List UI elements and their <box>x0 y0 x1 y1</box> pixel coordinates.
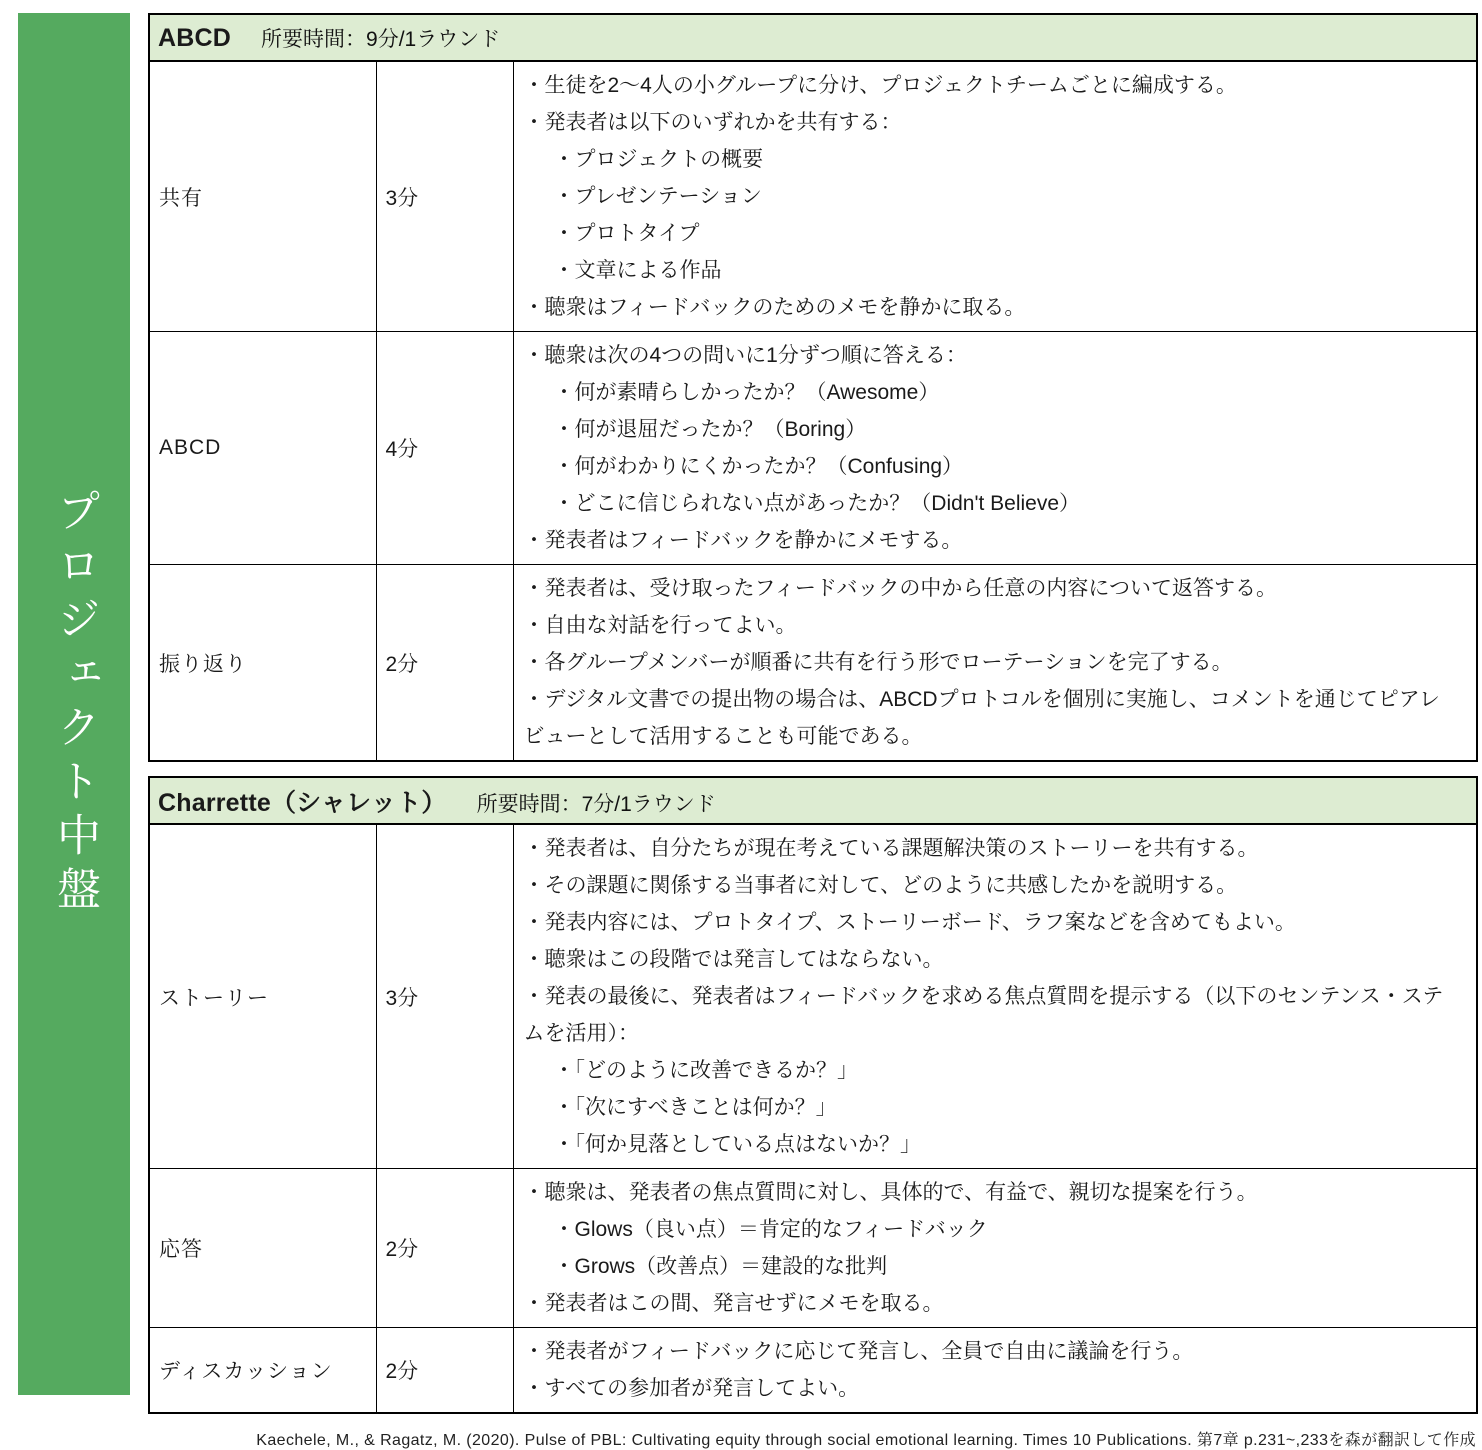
detail-line: ・プロジェクトの概要 <box>553 148 764 171</box>
table-row-share <box>149 61 1477 332</box>
detail-line: ・自由な対話を行ってよい。 <box>523 614 797 637</box>
detail-line: ・各グループメンバーが順番に共有を行う形でローテーションを完了する。 <box>523 651 1233 674</box>
detail-line: ・どこに信じられない点があったか？（Didn't Believe） <box>553 492 1081 515</box>
step-time: 2分 <box>376 1328 513 1414</box>
table-duration: 所要時間：9分/1ラウンド <box>261 27 501 51</box>
detail-line: ・何がわかりにくかったか？（Confusing） <box>553 455 964 478</box>
table-row-story <box>149 824 1477 1169</box>
table-title: Charrette（シャレット） <box>158 788 447 817</box>
detail-line: ・プロトタイプ <box>553 222 700 245</box>
step-time: 3分 <box>376 824 513 1169</box>
detail-line: ・デジタル文書での提出物の場合は、ABCDプロトコルを個別に実施し、コメントを通じてピアレビューとして活用することも可能である。 <box>523 688 1440 748</box>
step-label: 振り返り <box>149 565 376 762</box>
detail-line: ・プレゼンテーション <box>553 185 762 208</box>
abcd-table-header <box>149 14 1477 61</box>
citation: Kaechele, M., & Ragatz, M. (2020). Pulse of PBL: Cultivating equity through social emotional learning. Times 10 Publications. 第7章 p.231~,233を森が翻訳して作成 <box>256 1432 1476 1449</box>
phase-banner <box>18 13 130 1395</box>
detail-line: ・「何か見落としている点はないか？」 <box>553 1133 921 1156</box>
step-label: 共有 <box>149 61 376 332</box>
table-row-abcd <box>149 332 1477 565</box>
step-time: 4分 <box>376 332 513 565</box>
detail-line: ・発表者はこの間、発言せずにメモを取る。 <box>523 1292 944 1315</box>
detail-line: ・聴衆はフィードバックのためのメモを静かに取る。 <box>523 296 1026 319</box>
detail-line: ・発表の最後に、発表者はフィードバックを求める焦点質問を提示する（以下のセンテンス・ステムを活用）： <box>523 985 1444 1045</box>
detail-line: ・発表者はフィードバックを静かにメモする。 <box>523 529 963 552</box>
abcd-protocol-table <box>148 13 1478 762</box>
charrette-table-header <box>149 777 1477 824</box>
step-label: ディスカッション <box>149 1328 376 1414</box>
step-label: ABCD <box>149 332 376 565</box>
detail-line: ・すべての参加者が発言してよい。 <box>523 1377 860 1400</box>
detail-line: ・「どのように改善できるか？」 <box>553 1059 858 1082</box>
detail-line: ・発表内容には、プロトタイプ、ストーリーボード、ラフ案などを含めてもよい。 <box>523 911 1296 934</box>
charrette-protocol-table <box>148 776 1478 1414</box>
step-time: 2分 <box>376 1169 513 1328</box>
step-label: ストーリー <box>149 824 376 1169</box>
step-time: 3分 <box>376 61 513 332</box>
detail-line: ・聴衆はこの段階では発言してはならない。 <box>523 948 944 971</box>
table-header-row <box>149 14 1477 61</box>
table-gap <box>148 762 1478 776</box>
detail-line: ・何が素晴らしかったか？（Awesome） <box>553 381 940 404</box>
step-details <box>513 332 1477 565</box>
main-content <box>148 13 1478 1450</box>
step-label: 応答 <box>149 1169 376 1328</box>
step-time: 2分 <box>376 565 513 762</box>
detail-line: ・生徒を2～4人の小グループに分け、プロジェクトチームごとに編成する。 <box>523 74 1237 97</box>
detail-line: ・Glows（良い点）＝肯定的なフィードバック <box>553 1218 988 1241</box>
table-row-discussion <box>149 1328 1477 1414</box>
table-row-reflection <box>149 565 1477 762</box>
step-details <box>513 61 1477 332</box>
phase-banner-label: プロジェクト中盤 <box>50 488 99 920</box>
step-details <box>513 565 1477 762</box>
detail-line: ・文章による作品 <box>553 259 722 282</box>
detail-line: ・発表者は、自分たちが現在考えている課題解決策のストーリーを共有する。 <box>523 837 1259 860</box>
detail-line: ・何が退屈だったか？（Boring） <box>553 418 867 441</box>
table-duration: 所要時間：7分/1ラウンド <box>476 792 716 816</box>
detail-line: ・その課題に関係する当事者に対して、どのように共感したかを説明する。 <box>523 874 1238 897</box>
detail-line: ・発表者は以下のいずれかを共有する： <box>523 111 902 134</box>
detail-line: ・発表者は、受け取ったフィードバックの中から任意の内容について返答する。 <box>523 577 1277 600</box>
table-row-response <box>149 1169 1477 1328</box>
table-title: ABCD <box>158 23 232 52</box>
step-details <box>513 1328 1477 1414</box>
detail-line: ・聴衆は次の4つの問いに1分ずつ順に答える： <box>523 344 967 367</box>
detail-line: ・「次にすべきことは何か？」 <box>553 1096 837 1119</box>
detail-line: ・発表者がフィードバックに応じて発言し、全員で自由に議論を行う。 <box>523 1340 1194 1363</box>
detail-line: ・Grows（改善点）＝建設的な批判 <box>553 1255 888 1278</box>
detail-line: ・聴衆は、発表者の焦点質問に対し、具体的で、有益で、親切な提案を行う。 <box>523 1181 1258 1204</box>
table-header-row <box>149 777 1477 824</box>
step-details <box>513 1169 1477 1328</box>
step-details <box>513 824 1477 1169</box>
